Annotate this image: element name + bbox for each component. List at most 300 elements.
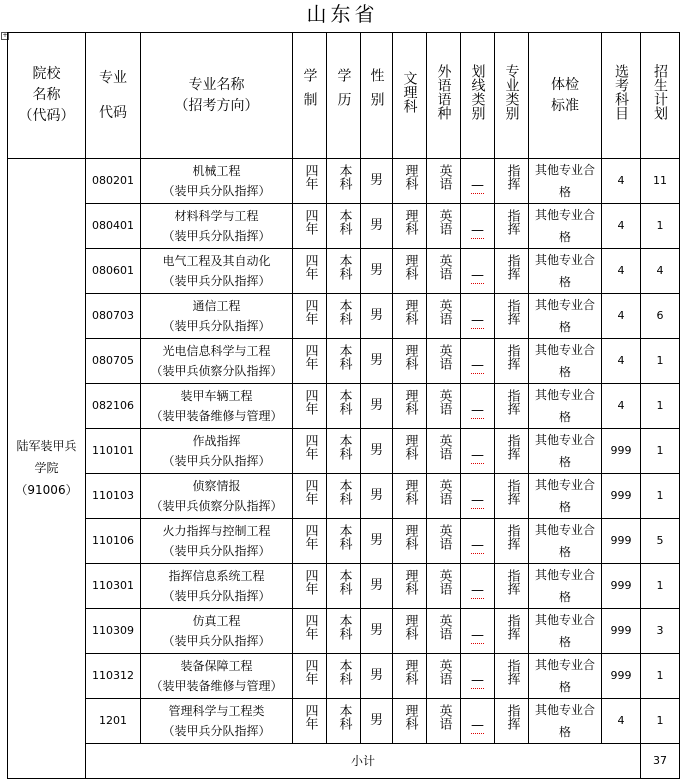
degree-cell — [327, 699, 361, 744]
gender-value: 男 — [361, 339, 393, 384]
header-school-line2: 名称 — [32, 87, 61, 103]
track-cell — [393, 474, 427, 519]
line-cell — [461, 204, 495, 249]
header-line — [461, 33, 495, 159]
category-cell — [495, 159, 529, 204]
years-cell — [293, 519, 327, 564]
language-value: 英语 — [436, 389, 452, 415]
language-cell — [427, 699, 461, 744]
major-direction: （装甲兵分队指挥） — [162, 274, 271, 288]
physical-value: 其他专业合格 — [535, 523, 596, 559]
major-direction: （装甲装备维修与管理） — [150, 409, 283, 423]
major-name-cell — [141, 474, 293, 519]
years-cell — [293, 204, 327, 249]
physical-value: 其他专业合格 — [535, 658, 596, 694]
subjects-value: 999 — [602, 519, 641, 564]
line-value: — — [471, 358, 484, 373]
line-cell — [461, 609, 495, 654]
header-physical-line1: 体检 — [551, 76, 579, 93]
track-cell — [393, 609, 427, 654]
line-cell — [461, 384, 495, 429]
line-cell — [461, 654, 495, 699]
years-value: 四年 — [302, 254, 318, 280]
language-value: 英语 — [436, 254, 452, 280]
degree-cell — [327, 474, 361, 519]
major-direction: （装甲兵分队指挥） — [162, 724, 271, 738]
degree-cell — [327, 609, 361, 654]
line-cell — [461, 564, 495, 609]
degree-cell — [327, 519, 361, 564]
track-cell — [393, 384, 427, 429]
plan-value: 1 — [641, 204, 680, 249]
degree-cell — [327, 429, 361, 474]
major-code: 080401 — [86, 204, 141, 249]
line-value: — — [471, 583, 484, 598]
header-years-text: 学制 — [301, 68, 318, 116]
header-degree-text: 学历 — [335, 68, 352, 116]
major-name-cell — [141, 159, 293, 204]
line-value: — — [471, 223, 484, 238]
major-code: 080601 — [86, 249, 141, 294]
header-subjects — [602, 33, 641, 159]
track-value: 理科 — [402, 524, 418, 550]
degree-cell — [327, 294, 361, 339]
major-code: 110309 — [86, 609, 141, 654]
track-value: 理科 — [402, 479, 418, 505]
physical-value: 其他专业合格 — [535, 703, 596, 739]
years-value: 四年 — [302, 209, 318, 235]
line-value: — — [471, 493, 484, 508]
years-value: 四年 — [302, 434, 318, 460]
degree-value: 本科 — [336, 524, 352, 550]
major-name: 仿真工程 — [192, 614, 241, 628]
degree-value: 本科 — [336, 254, 352, 280]
physical-cell — [529, 519, 602, 564]
plan-value: 1 — [641, 339, 680, 384]
major-direction: （装甲装备维修与管理） — [150, 679, 283, 693]
school-name-line2: 学院 — [34, 461, 59, 475]
track-cell — [393, 429, 427, 474]
track-cell — [393, 699, 427, 744]
header-code — [86, 33, 141, 159]
school-name-cell — [8, 159, 86, 779]
table-move-handle-icon[interactable]: + — [2, 32, 8, 39]
major-name-cell — [141, 609, 293, 654]
plan-value: 1 — [641, 564, 680, 609]
track-value: 理科 — [402, 254, 418, 280]
physical-cell — [529, 204, 602, 249]
plan-value: 1 — [641, 654, 680, 699]
plan-value: 1 — [641, 384, 680, 429]
subjects-value: 999 — [602, 474, 641, 519]
header-track — [393, 33, 427, 159]
category-cell — [495, 609, 529, 654]
plan-value: 11 — [641, 159, 680, 204]
major-name: 通信工程 — [192, 299, 241, 313]
line-value: — — [471, 628, 484, 643]
category-value: 指挥 — [504, 344, 520, 370]
language-cell — [427, 294, 461, 339]
track-cell — [393, 564, 427, 609]
language-cell — [427, 249, 461, 294]
years-cell — [293, 699, 327, 744]
category-cell — [495, 474, 529, 519]
table-row — [8, 654, 680, 699]
years-value: 四年 — [302, 389, 318, 415]
degree-value: 本科 — [336, 389, 352, 415]
subtotal-label: 小计 — [86, 744, 641, 779]
header-code-line1: 专业 — [99, 69, 127, 86]
physical-value: 其他专业合格 — [535, 568, 596, 604]
major-name: 指挥信息系统工程 — [168, 569, 265, 583]
header-plan — [641, 33, 680, 159]
major-name-cell — [141, 339, 293, 384]
category-cell — [495, 429, 529, 474]
major-name: 材料科学与工程 — [174, 209, 259, 223]
subjects-value: 4 — [602, 339, 641, 384]
line-cell — [461, 429, 495, 474]
gender-value: 男 — [361, 294, 393, 339]
language-value: 英语 — [436, 434, 452, 460]
subjects-value: 999 — [602, 429, 641, 474]
header-degree — [327, 33, 361, 159]
major-direction: （装甲兵分队指挥） — [162, 184, 271, 198]
subjects-value: 4 — [602, 159, 641, 204]
header-major-line2: （招考方向） — [174, 97, 259, 114]
language-cell — [427, 609, 461, 654]
plan-value: 6 — [641, 294, 680, 339]
language-value: 英语 — [436, 659, 452, 685]
category-value: 指挥 — [504, 479, 520, 505]
plan-value: 5 — [641, 519, 680, 564]
line-value: — — [471, 403, 484, 418]
header-gender-text: 性别 — [368, 68, 385, 116]
category-value: 指挥 — [504, 389, 520, 415]
language-cell — [427, 429, 461, 474]
degree-cell — [327, 249, 361, 294]
language-value: 英语 — [436, 614, 452, 640]
physical-value: 其他专业合格 — [535, 433, 596, 469]
years-cell — [293, 609, 327, 654]
line-cell — [461, 474, 495, 519]
subtotal-value: 37 — [641, 744, 680, 779]
major-name: 火力指挥与控制工程 — [162, 524, 271, 538]
physical-cell — [529, 474, 602, 519]
major-code: 080703 — [86, 294, 141, 339]
subjects-value: 4 — [602, 384, 641, 429]
degree-cell — [327, 384, 361, 429]
track-cell — [393, 519, 427, 564]
major-code: 1201 — [86, 699, 141, 744]
line-cell — [461, 294, 495, 339]
plan-value: 4 — [641, 249, 680, 294]
gender-value: 男 — [361, 429, 393, 474]
gender-value: 男 — [361, 249, 393, 294]
track-value: 理科 — [402, 344, 418, 370]
years-value: 四年 — [302, 614, 318, 640]
physical-cell — [529, 294, 602, 339]
subjects-value: 4 — [602, 249, 641, 294]
degree-cell — [327, 339, 361, 384]
physical-value: 其他专业合格 — [535, 343, 596, 379]
category-value: 指挥 — [504, 704, 520, 730]
major-name: 机械工程 — [192, 164, 241, 178]
physical-value: 其他专业合格 — [535, 208, 596, 244]
category-value: 指挥 — [504, 569, 520, 595]
gender-value: 男 — [361, 699, 393, 744]
category-value: 指挥 — [504, 524, 520, 550]
line-value: — — [471, 268, 484, 283]
major-direction: （装甲兵分队指挥） — [162, 319, 271, 333]
major-name-cell — [141, 564, 293, 609]
header-school-line1: 院校 — [32, 66, 61, 82]
degree-value: 本科 — [336, 704, 352, 730]
major-code: 110312 — [86, 654, 141, 699]
degree-cell — [327, 159, 361, 204]
line-cell — [461, 519, 495, 564]
category-value: 指挥 — [504, 659, 520, 685]
school-code: （91006） — [15, 483, 78, 497]
page-title: 山东省 — [306, 2, 379, 26]
header-physical-line2: 标准 — [551, 97, 579, 114]
header-school-line3: （代码） — [18, 108, 75, 124]
major-code: 110301 — [86, 564, 141, 609]
subjects-value: 4 — [602, 699, 641, 744]
header-subjects-text: 选考科目 — [613, 64, 629, 120]
category-cell — [495, 294, 529, 339]
table-row — [8, 474, 680, 519]
years-cell — [293, 339, 327, 384]
physical-value: 其他专业合格 — [535, 298, 596, 334]
table-row — [8, 204, 680, 249]
years-cell — [293, 249, 327, 294]
language-cell — [427, 519, 461, 564]
degree-cell — [327, 654, 361, 699]
subjects-value: 4 — [602, 204, 641, 249]
category-value: 指挥 — [504, 299, 520, 325]
category-cell — [495, 339, 529, 384]
school-name-line1: 陆军装甲兵 — [16, 439, 77, 453]
major-direction: （装甲兵分队指挥） — [162, 634, 271, 648]
track-cell — [393, 654, 427, 699]
language-value: 英语 — [436, 479, 452, 505]
major-code: 080201 — [86, 159, 141, 204]
category-cell — [495, 654, 529, 699]
header-code-line2: 代码 — [99, 104, 127, 121]
major-code: 082106 — [86, 384, 141, 429]
years-value: 四年 — [302, 344, 318, 370]
table-row — [8, 339, 680, 384]
header-gender — [361, 33, 393, 159]
line-value: — — [471, 538, 484, 553]
header-line-text: 划线类别 — [469, 64, 486, 120]
physical-cell — [529, 654, 602, 699]
physical-cell — [529, 429, 602, 474]
language-value: 英语 — [436, 164, 452, 190]
major-name: 光电信息科学与工程 — [162, 344, 271, 358]
degree-value: 本科 — [336, 434, 352, 460]
degree-cell — [327, 564, 361, 609]
years-value: 四年 — [302, 659, 318, 685]
track-cell — [393, 294, 427, 339]
language-value: 英语 — [436, 209, 452, 235]
major-name: 侦察情报 — [192, 479, 241, 493]
subtotal-row — [8, 744, 680, 779]
track-value: 理科 — [402, 704, 418, 730]
category-cell — [495, 204, 529, 249]
physical-value: 其他专业合格 — [535, 613, 596, 649]
table-row — [8, 699, 680, 744]
major-code: 080705 — [86, 339, 141, 384]
physical-value: 其他专业合格 — [535, 253, 596, 289]
major-name-cell — [141, 249, 293, 294]
category-value: 指挥 — [504, 164, 520, 190]
track-value: 理科 — [402, 434, 418, 460]
language-value: 英语 — [436, 524, 452, 550]
years-cell — [293, 474, 327, 519]
table-row — [8, 249, 680, 294]
header-language — [427, 33, 461, 159]
track-cell — [393, 339, 427, 384]
major-name: 管理科学与工程类 — [168, 704, 265, 718]
header-major-line1: 专业名称 — [188, 76, 245, 93]
category-cell — [495, 699, 529, 744]
language-cell — [427, 384, 461, 429]
subjects-value: 999 — [602, 564, 641, 609]
header-school — [8, 33, 86, 159]
years-value: 四年 — [302, 164, 318, 190]
line-cell — [461, 159, 495, 204]
track-cell — [393, 249, 427, 294]
major-name: 装甲车辆工程 — [180, 389, 253, 403]
admissions-table — [7, 32, 680, 779]
major-direction: （装甲兵分队指挥） — [162, 544, 271, 558]
table-row — [8, 159, 680, 204]
line-value: — — [471, 178, 484, 193]
category-cell — [495, 249, 529, 294]
degree-value: 本科 — [336, 614, 352, 640]
header-physical — [529, 33, 602, 159]
line-cell — [461, 339, 495, 384]
degree-value: 本科 — [336, 299, 352, 325]
degree-value: 本科 — [336, 659, 352, 685]
table-row — [8, 384, 680, 429]
table-row — [8, 564, 680, 609]
table-row — [8, 519, 680, 564]
language-value: 英语 — [436, 569, 452, 595]
header-years — [293, 33, 327, 159]
major-name-cell — [141, 429, 293, 474]
category-cell — [495, 519, 529, 564]
category-value: 指挥 — [504, 614, 520, 640]
track-value: 理科 — [402, 659, 418, 685]
header-row — [8, 33, 680, 159]
line-cell — [461, 699, 495, 744]
physical-value: 其他专业合格 — [535, 478, 596, 514]
years-cell — [293, 564, 327, 609]
line-value: — — [471, 718, 484, 733]
major-name-cell — [141, 294, 293, 339]
gender-value: 男 — [361, 609, 393, 654]
subjects-value: 999 — [602, 609, 641, 654]
category-cell — [495, 384, 529, 429]
language-value: 英语 — [436, 704, 452, 730]
category-value: 指挥 — [504, 434, 520, 460]
years-value: 四年 — [302, 299, 318, 325]
major-code: 110103 — [86, 474, 141, 519]
degree-value: 本科 — [336, 569, 352, 595]
language-cell — [427, 204, 461, 249]
physical-value: 其他专业合格 — [535, 388, 596, 424]
category-cell — [495, 564, 529, 609]
table-row — [8, 294, 680, 339]
major-name: 装备保障工程 — [180, 659, 253, 673]
major-direction: （装甲兵分队指挥） — [162, 589, 271, 603]
years-value: 四年 — [302, 524, 318, 550]
years-value: 四年 — [302, 704, 318, 730]
track-value: 理科 — [402, 569, 418, 595]
header-track-text: 文理科 — [401, 71, 418, 113]
plan-value: 1 — [641, 699, 680, 744]
years-value: 四年 — [302, 479, 318, 505]
major-direction: （装甲兵分队指挥） — [162, 229, 271, 243]
major-direction: （装甲兵分队指挥） — [162, 454, 271, 468]
subjects-value: 4 — [602, 294, 641, 339]
major-name: 电气工程及其自动化 — [162, 254, 271, 268]
degree-value: 本科 — [336, 344, 352, 370]
track-cell — [393, 159, 427, 204]
gender-value: 男 — [361, 519, 393, 564]
major-name: 作战指挥 — [192, 434, 241, 448]
table-row — [8, 429, 680, 474]
header-category — [495, 33, 529, 159]
major-name-cell — [141, 699, 293, 744]
category-value: 指挥 — [504, 209, 520, 235]
line-value: — — [471, 313, 484, 328]
language-cell — [427, 474, 461, 519]
language-value: 英语 — [436, 344, 452, 370]
track-cell — [393, 204, 427, 249]
language-cell — [427, 159, 461, 204]
years-cell — [293, 159, 327, 204]
physical-cell — [529, 384, 602, 429]
degree-value: 本科 — [336, 479, 352, 505]
degree-cell — [327, 204, 361, 249]
gender-value: 男 — [361, 204, 393, 249]
plan-value: 3 — [641, 609, 680, 654]
header-major — [141, 33, 293, 159]
track-value: 理科 — [402, 614, 418, 640]
years-cell — [293, 654, 327, 699]
table-row — [8, 609, 680, 654]
physical-cell — [529, 339, 602, 384]
physical-value: 其他专业合格 — [535, 163, 596, 199]
language-cell — [427, 564, 461, 609]
track-value: 理科 — [402, 164, 418, 190]
category-value: 指挥 — [504, 254, 520, 280]
line-cell — [461, 249, 495, 294]
major-direction: （装甲兵侦察分队指挥） — [150, 499, 283, 513]
header-category-text: 专业类别 — [503, 64, 520, 120]
language-cell — [427, 654, 461, 699]
gender-value: 男 — [361, 564, 393, 609]
degree-value: 本科 — [336, 209, 352, 235]
plan-value: 1 — [641, 474, 680, 519]
physical-cell — [529, 564, 602, 609]
header-language-text: 外语语种 — [435, 64, 452, 120]
major-name-cell — [141, 204, 293, 249]
major-code: 110101 — [86, 429, 141, 474]
